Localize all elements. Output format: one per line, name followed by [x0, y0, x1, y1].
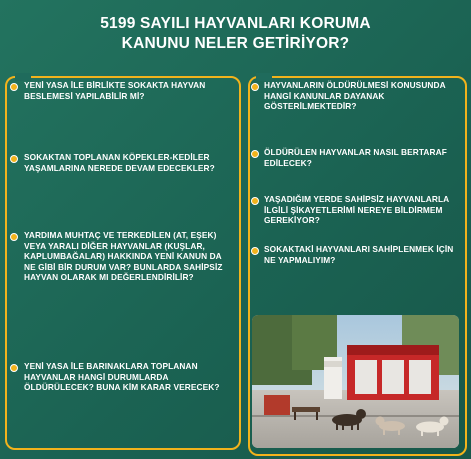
title-banner — [0, 0, 471, 68]
faq-question: YENİ YASA İLE BİRLİKTE SOKAKTA HAYVAN BESLEMESİ YAPILABİLİR Mİ? — [24, 80, 206, 101]
faq-item — [24, 152, 229, 177]
faq-question: HAYVANLARIN ÖLDÜRÜLMESİ KONUSUNDA HANGİ KANUNLAR DAYANAK GÖSTERİLMEKTEDİR? — [264, 80, 446, 111]
faq-question: YAŞADIĞIM YERDE SAHİPSİZ HAYVANLARLA İLGİLİ ŞİKAYETLERİMİ NEREYE BİLDİRMEM GEREKİYOR? — [264, 194, 449, 225]
bullet-dot — [251, 247, 259, 255]
faq-question: YARDIMA MUHTAÇ VE TERKEDİLEN (AT, EŞEK) VEYA YARALI DİĞER HAYVANLAR (KUŞLAR, KAPLUMBAĞALAR) HAKKINDA YENİ KANUN DA NE GİBİ BİR DURUM VAR? BUNLARDA SAHİPSİZ HAYVAN OLARAK MI DEĞERLENDİRİLİR? — [24, 230, 223, 282]
bullet-dot — [10, 83, 18, 91]
faq-item — [264, 147, 456, 172]
bullet-dot — [251, 197, 259, 205]
bullet-dot — [10, 155, 18, 163]
faq-item — [264, 80, 456, 116]
faq-question: ÖLDÜRÜLEN HAYVANLAR NASIL BERTARAF EDİLECEK? — [264, 147, 447, 168]
bullet-dot — [251, 150, 259, 158]
faq-question: YENİ YASA İLE BARINAKLARA TOPLANAN HAYVANLAR HANGİ DURUMLARDA ÖLDÜRÜLECEK? BUNA KİM KARAR VERECEK? — [24, 361, 220, 392]
faq-item — [24, 361, 229, 397]
faq-item — [24, 230, 229, 287]
bullet-dot — [10, 364, 18, 372]
faq-question: SOKAKTAKİ HAYVANLARI SAHİPLENMEK İÇİN NE YAPMALIYIM? — [264, 244, 454, 265]
bullet-dot — [10, 233, 18, 241]
faq-question: SOKAKTAN TOPLANAN KÖPEKLER-KEDİLER YAŞAMLARINA NEREDE DEVAM EDECEKLER? — [24, 152, 215, 173]
page-title: 5199 SAYILI HAYVANLARI KORUMA KANUNU NELER GETİRİYOR? — [100, 15, 371, 52]
faq-item — [24, 80, 229, 105]
street-dogs-photo — [252, 315, 459, 448]
faq-item — [264, 194, 456, 230]
faq-item — [264, 244, 456, 269]
bullet-dot — [251, 83, 259, 91]
